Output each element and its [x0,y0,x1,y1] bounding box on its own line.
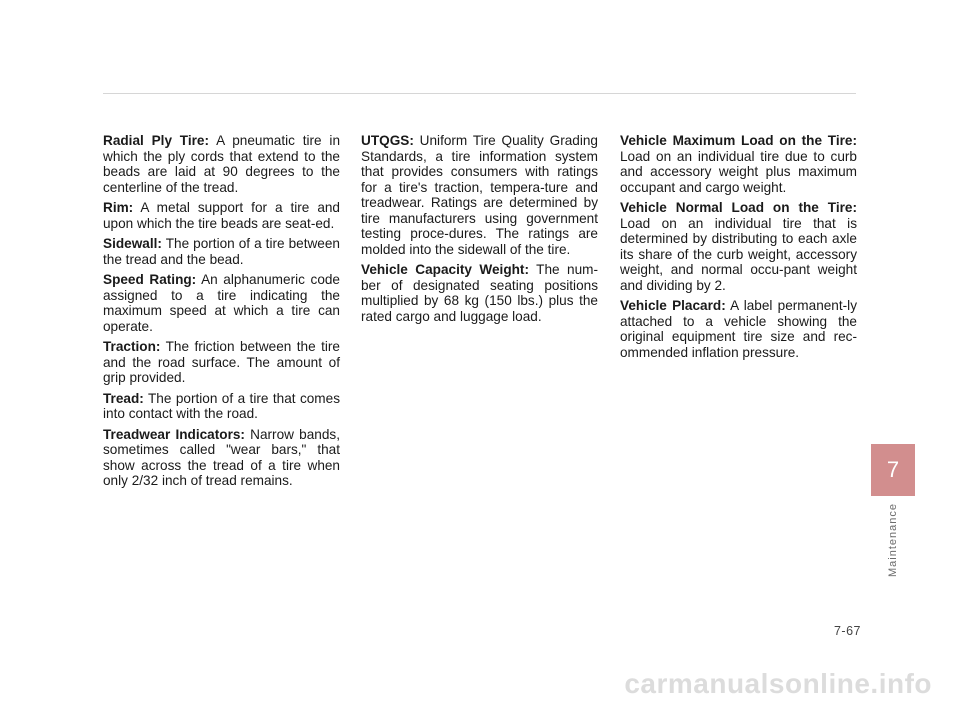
glossary-entry [103,200,340,231]
glossary-term: Vehicle Normal Load on the Tire: [620,200,857,215]
glossary-entry [103,272,340,334]
glossary-column-1 [103,133,340,494]
glossary-entry [620,133,857,195]
glossary-term: Vehicle Capacity Weight: [361,262,529,277]
glossary-term: Vehicle Maximum Load on the Tire: [620,133,857,148]
glossary-entry [620,200,857,293]
header-divider [103,93,856,94]
glossary-definition: An alphanumeric code assigned to a tire indicating the maximum speed at which a tire can operate. [103,272,340,334]
glossary-term: Vehicle Placard: [620,298,726,313]
glossary-term: Traction: [103,339,161,354]
glossary-entry [103,339,340,386]
glossary-definition: Narrow bands, sometimes called "wear bars," that show across the tread of a tire when only 2/32 inch of tread remains. [103,426,340,488]
glossary-column-2 [361,133,598,329]
glossary-term: Tread: [103,390,144,406]
chapter-tab: 7 [871,444,915,496]
watermark: carmanualsonline.info [624,668,932,699]
glossary-definition: A label permanent-ly attached to a vehicle showing the original equipment tire size and rec-ommended inflation pressure. [620,298,857,360]
glossary-definition: Load on an individual tire due to curb and accessory weight plus maximum occupant and cargo weight. [620,148,857,195]
glossary-column-3 [620,133,857,365]
glossary-entry [103,133,340,195]
glossary-definition: The friction between the tire and the road surface. The amount of grip provided. [103,339,340,385]
glossary-definition: The num-ber of designated seating positions multiplied by 68 kg (150 lbs.) plus the rated cargo and luggage load. [361,262,599,324]
glossary-definition: The portion of a tire between the tread and the bead. [103,236,340,267]
glossary-definition: Load on an individual tire that is determined by distributing to each axle its share of the curb weight, accessory weight, and normal occu-pant weight and dividing by 2. [620,215,857,293]
glossary-term: Sidewall: [103,236,162,251]
glossary-term: UTQGS: [361,133,414,148]
glossary-term: Treadwear Indicators: [103,426,245,442]
glossary-entry [103,427,340,489]
glossary-definition: Uniform Tire Quality Grading Standards, a tire information system that provides consumers with ratings for a tire's traction, tempera-ture and treadwear. Ratings are determined by tire manufacturers using government testing proce-dures. The ratings are molded into the sidewall of the tire. [361,133,598,257]
page-number: 7-67 [833,624,861,638]
glossary-definition: The portion of a tire that comes into contact with the road. [103,390,340,421]
glossary-term: Radial Ply Tire: [103,133,210,148]
glossary-entry [361,262,598,324]
glossary-entry [103,236,340,267]
glossary-entry [103,391,340,422]
glossary-term: Rim: [103,200,134,215]
glossary-term: Speed Rating: [103,272,197,287]
glossary-definition: A pneumatic tire in which the ply cords that extend to the beads are laid at 90 degrees to the centerline of the tread. [103,133,341,195]
chapter-label: Maintenance [887,503,899,577]
glossary-definition: A metal support for a tire and upon which the tire beads are seat-ed. [103,200,340,231]
glossary-entry [620,298,857,360]
glossary-entry [361,133,598,257]
